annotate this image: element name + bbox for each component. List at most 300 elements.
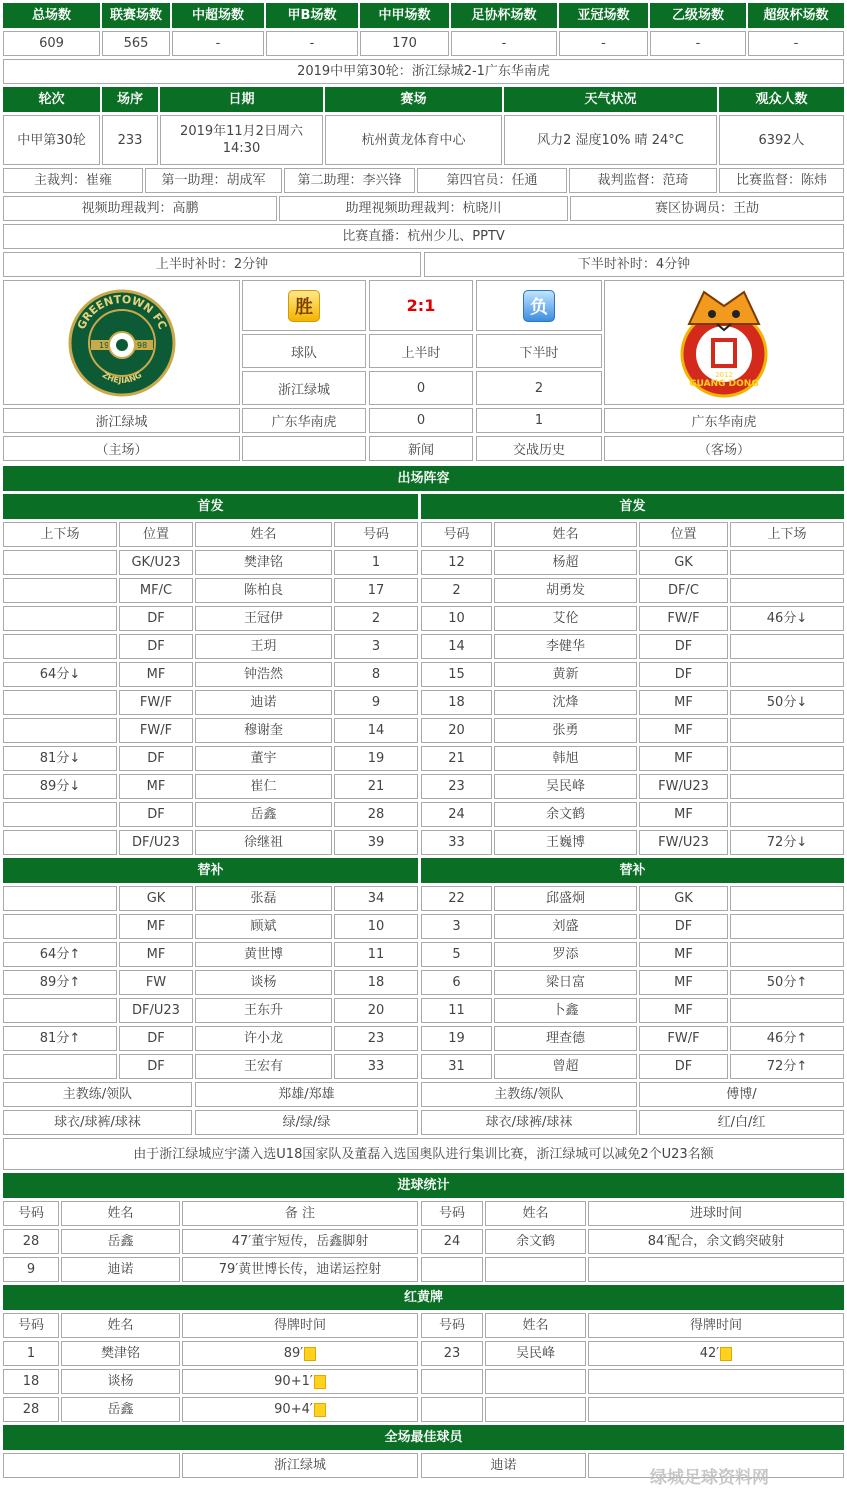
home-result-cell <box>242 280 366 331</box>
away-player-io: 50分↑ <box>730 970 844 995</box>
away-player-io: 50分↓ <box>730 690 844 715</box>
away-player-name: 胡勇发 <box>494 578 637 603</box>
home-player-pos: DF <box>119 634 193 659</box>
away-player-io <box>730 802 844 827</box>
goals-col-header: 备 注 <box>182 1201 418 1226</box>
col-second-half: 下半时 <box>476 334 602 368</box>
home-player-name: 顾斌 <box>195 914 332 939</box>
card-away-name <box>485 1369 586 1394</box>
away-player-name: 梁日富 <box>494 970 637 995</box>
home-logo-cell <box>3 280 240 405</box>
weather-value: 风力2 湿度10% 晴 24°C <box>504 115 717 165</box>
card-time-text: 89′ <box>283 1346 304 1361</box>
home-player-name: 樊津铭 <box>195 550 332 575</box>
win-badge: 胜 <box>288 290 320 322</box>
home-player-num: 28 <box>334 802 418 827</box>
var-official: 助理视频助理裁判：杭晓川 <box>279 196 568 221</box>
home-coach: 郑雄/郑雄 <box>195 1082 418 1107</box>
home-player-num: 17 <box>334 578 418 603</box>
away-col-header: 号码 <box>421 522 492 547</box>
away-player-io <box>730 718 844 743</box>
away-col-header: 姓名 <box>494 522 637 547</box>
home-player-name: 陈柏良 <box>195 578 332 603</box>
home-player-pos: DF <box>119 1026 193 1051</box>
goals-title-row <box>3 1173 844 1198</box>
home-player-pos: FW/F <box>119 718 193 743</box>
tiger-logo-icon <box>669 284 779 402</box>
away-player-num: 22 <box>421 886 492 911</box>
yellow-card-icon <box>314 1403 326 1417</box>
away-player-num: 19 <box>421 1026 492 1051</box>
card-away-time <box>588 1397 844 1422</box>
away-player-name: 王巍博 <box>494 830 637 855</box>
home-player-num: 1 <box>334 550 418 575</box>
cards-title: 红黄牌 <box>3 1285 844 1310</box>
official: 第二助理：李兴锋 <box>284 168 415 193</box>
cards-title-row <box>3 1285 844 1310</box>
card-away-time <box>588 1341 844 1366</box>
away-team-name: 广东华南虎 <box>242 408 366 433</box>
home-player-pos: DF <box>119 802 193 827</box>
away-player-io <box>730 634 844 659</box>
away-logo-text: GUANG DONG <box>689 378 759 389</box>
info-header: 轮次 <box>3 87 100 112</box>
card-away-name <box>485 1397 586 1422</box>
away-player-name: 韩旭 <box>494 746 637 771</box>
official: 比赛监督：陈炜 <box>719 168 844 193</box>
goals-col-header: 姓名 <box>485 1201 586 1226</box>
away-player-num: 12 <box>421 550 492 575</box>
sub-row <box>3 914 844 939</box>
home-player-pos: MF <box>119 914 193 939</box>
kit-row <box>3 1110 844 1135</box>
card-home-num: 1 <box>3 1341 59 1366</box>
goal-aname: 余文鹤 <box>485 1229 586 1254</box>
card-home-time <box>182 1369 418 1394</box>
home-section-header: 首发 <box>3 494 418 519</box>
empty-cell <box>242 436 366 461</box>
watermark: 绿城足球资料网 <box>650 1468 769 1488</box>
away-player-num: 23 <box>421 774 492 799</box>
away-player-num: 11 <box>421 998 492 1023</box>
away-player-io: 72分↑ <box>730 1054 844 1079</box>
home-section-header: 替补 <box>3 858 418 883</box>
var-official: 视频助理裁判：高鹏 <box>3 196 277 221</box>
away-player-num: 3 <box>421 914 492 939</box>
away-kit-label: 球衣/球裤/球袜 <box>421 1110 637 1135</box>
goal-anum <box>421 1257 483 1282</box>
goals-col-header: 进球时间 <box>588 1201 844 1226</box>
goal-hnote: 47′董宇短传，岳鑫脚射 <box>182 1229 418 1254</box>
away-col-header: 上下场 <box>730 522 844 547</box>
var-official: 赛区协调员：王劼 <box>570 196 844 221</box>
home-player-io <box>3 802 117 827</box>
home-logo-year-left: 19 <box>98 340 109 350</box>
home-player-num: 21 <box>334 774 418 799</box>
card-home-num: 28 <box>3 1397 59 1422</box>
home-player-num: 8 <box>334 662 418 687</box>
away-player-name: 邱盛炯 <box>494 886 637 911</box>
away-coach: 傅博/ <box>639 1082 844 1107</box>
goals-col-header: 姓名 <box>61 1201 180 1226</box>
home-player-name: 黄世博 <box>195 942 332 967</box>
away-player-io <box>730 774 844 799</box>
home-player-name: 岳鑫 <box>195 802 332 827</box>
starter-row <box>3 578 844 603</box>
home-player-pos: DF <box>119 606 193 631</box>
home-player-io <box>3 998 117 1023</box>
card-home-name: 谈杨 <box>61 1369 180 1394</box>
away-player-num: 24 <box>421 802 492 827</box>
starter-row <box>3 662 844 687</box>
col-first-half: 上半时 <box>369 334 473 368</box>
home-player-name: 董宇 <box>195 746 332 771</box>
away-player-pos: FW/F <box>639 1026 728 1051</box>
home-player-io: 64分↑ <box>3 942 117 967</box>
goal-anum: 24 <box>421 1229 483 1254</box>
home-player-num: 2 <box>334 606 418 631</box>
card-row <box>3 1369 844 1394</box>
home-player-num: 18 <box>334 970 418 995</box>
cards-header-row <box>3 1313 844 1338</box>
away-player-io <box>730 886 844 911</box>
away-result-cell <box>476 280 602 331</box>
stats-value: - <box>748 31 844 56</box>
info-header: 场序 <box>102 87 158 112</box>
away-player-io <box>730 998 844 1023</box>
card-home-time <box>182 1397 418 1422</box>
home-player-name: 许小龙 <box>195 1026 332 1051</box>
away-player-name: 卜鑫 <box>494 998 637 1023</box>
info-header: 日期 <box>160 87 323 112</box>
empty-cell <box>3 1453 180 1478</box>
starter-row <box>3 802 844 827</box>
stats-header: 甲B场数 <box>266 3 358 28</box>
card-away-num <box>421 1369 483 1394</box>
goal-hname: 迪诺 <box>61 1257 180 1282</box>
home-player-io <box>3 886 117 911</box>
scoreboard <box>3 280 844 463</box>
home-player-pos: MF/C <box>119 578 193 603</box>
goal-hnum: 9 <box>3 1257 59 1282</box>
starter-row <box>3 690 844 715</box>
card-away-time <box>588 1369 844 1394</box>
home-player-io <box>3 690 117 715</box>
away-tag: （客场） <box>604 436 844 461</box>
yellow-card-icon <box>304 1347 316 1361</box>
card-row <box>3 1341 844 1366</box>
home-kit: 绿/绿/绿 <box>195 1110 418 1135</box>
away-player-name: 李健华 <box>494 634 637 659</box>
stats-value: - <box>451 31 557 56</box>
home-player-io: 81分↓ <box>3 746 117 771</box>
away-second-half: 1 <box>476 408 602 433</box>
home-player-io <box>3 550 117 575</box>
away-player-io: 46分↓ <box>730 606 844 631</box>
home-player-num: 20 <box>334 998 418 1023</box>
away-player-name: 沈烽 <box>494 690 637 715</box>
home-coach-label: 主教练/领队 <box>3 1082 192 1107</box>
starter-row <box>3 774 844 799</box>
stoppage-first: 上半时补时：2分钟 <box>3 252 421 277</box>
away-player-io: 46分↑ <box>730 1026 844 1051</box>
stats-header: 中甲场数 <box>360 3 449 28</box>
away-player-num: 18 <box>421 690 492 715</box>
cards-col-header: 得牌时间 <box>588 1313 844 1338</box>
away-player-num: 21 <box>421 746 492 771</box>
card-home-time <box>182 1341 418 1366</box>
coach-row <box>3 1082 844 1107</box>
home-col-header: 上下场 <box>3 522 117 547</box>
home-player-name: 徐继祖 <box>195 830 332 855</box>
goals-title: 进球统计 <box>3 1173 844 1198</box>
lineup-title-row <box>3 466 844 491</box>
away-player-pos: MF <box>639 942 728 967</box>
lineup-columns-row <box>3 522 844 547</box>
away-player-io <box>730 746 844 771</box>
home-player-pos: GK/U23 <box>119 550 193 575</box>
away-player-num: 31 <box>421 1054 492 1079</box>
home-player-io <box>3 1054 117 1079</box>
home-tag: （主场） <box>3 436 240 461</box>
home-player-pos: DF/U23 <box>119 998 193 1023</box>
sub-row <box>3 886 844 911</box>
goal-anote <box>588 1257 844 1282</box>
away-player-num: 10 <box>421 606 492 631</box>
stats-value: 609 <box>3 31 100 56</box>
away-player-num: 20 <box>421 718 492 743</box>
home-player-num: 19 <box>334 746 418 771</box>
mvp-player: 迪诺 <box>421 1453 586 1478</box>
away-player-num: 15 <box>421 662 492 687</box>
stats-value: - <box>172 31 264 56</box>
broadcast: 比赛直播：杭州少儿、PPTV <box>3 224 844 249</box>
away-player-pos: MF <box>639 970 728 995</box>
away-player-name: 余文鹤 <box>494 802 637 827</box>
cards-col-header: 得牌时间 <box>182 1313 418 1338</box>
home-player-io <box>3 606 117 631</box>
away-player-name: 罗添 <box>494 942 637 967</box>
home-player-pos: MF <box>119 774 193 799</box>
match-report <box>3 3 844 1481</box>
home-team-name: 浙江绿城 <box>242 371 366 405</box>
away-player-name: 曾超 <box>494 1054 637 1079</box>
home-player-num: 11 <box>334 942 418 967</box>
card-time-text: 90+4′ <box>274 1402 313 1417</box>
card-away-name: 吴民峰 <box>485 1341 586 1366</box>
home-player-io <box>3 830 117 855</box>
cards-col-header: 号码 <box>3 1313 59 1338</box>
goal-aname <box>485 1257 586 1282</box>
away-player-io <box>730 578 844 603</box>
stats-header-row <box>3 3 844 28</box>
card-home-name: 岳鑫 <box>61 1397 180 1422</box>
sub-row <box>3 942 844 967</box>
goal-hname: 岳鑫 <box>61 1229 180 1254</box>
away-player-pos: GK <box>639 886 728 911</box>
history-link[interactable]: 交战历史 <box>476 436 602 461</box>
away-player-pos: GK <box>639 550 728 575</box>
yellow-card-icon <box>314 1375 326 1389</box>
home-player-pos: MF <box>119 942 193 967</box>
mvp-title-row <box>3 1425 844 1450</box>
away-col-header: 位置 <box>639 522 728 547</box>
away-player-name: 理查德 <box>494 1026 637 1051</box>
home-player-name: 王东升 <box>195 998 332 1023</box>
starter-row <box>3 746 844 771</box>
official: 裁判监督：范琦 <box>569 168 717 193</box>
goals-header-row <box>3 1201 844 1226</box>
home-player-name: 谈杨 <box>195 970 332 995</box>
home-player-num: 9 <box>334 690 418 715</box>
home-logo-top-text: GREENTOWN FC <box>74 292 169 331</box>
home-player-name: 王玥 <box>195 634 332 659</box>
stats-header: 足协杯场数 <box>451 3 557 28</box>
goal-hnum: 28 <box>3 1229 59 1254</box>
card-row <box>3 1397 844 1422</box>
cards-col-header: 姓名 <box>485 1313 586 1338</box>
away-player-num: 33 <box>421 830 492 855</box>
stats-value: 565 <box>102 31 170 56</box>
cards-col-header: 姓名 <box>61 1313 180 1338</box>
info-header: 观众人数 <box>719 87 844 112</box>
home-player-num: 3 <box>334 634 418 659</box>
away-player-pos: MF <box>639 746 728 771</box>
cards-col-header: 号码 <box>421 1313 483 1338</box>
away-player-pos: FW/U23 <box>639 774 728 799</box>
home-player-io: 89分↑ <box>3 970 117 995</box>
lose-badge: 负 <box>523 290 555 322</box>
away-player-pos: MF <box>639 802 728 827</box>
away-player-pos: DF <box>639 634 728 659</box>
away-section-header: 替补 <box>421 858 844 883</box>
away-player-pos: DF/C <box>639 578 728 603</box>
stats-header: 总场数 <box>3 3 100 28</box>
sub-row <box>3 1026 844 1051</box>
home-player-pos: MF <box>119 662 193 687</box>
away-player-io <box>730 550 844 575</box>
away-player-num: 5 <box>421 942 492 967</box>
goal-anote: 84′配合，余文鹤突破射 <box>588 1229 844 1254</box>
col-team: 球队 <box>242 334 366 368</box>
away-kit: 红/白/红 <box>639 1110 844 1135</box>
home-logo-year-right: 98 <box>136 340 147 350</box>
away-player-io: 72分↓ <box>730 830 844 855</box>
subs-header-row <box>3 858 844 883</box>
date-line: 2019年11月2日周六 <box>180 124 303 139</box>
sub-row <box>3 1054 844 1079</box>
starters-header-row <box>3 494 844 519</box>
final-score: 2:1 <box>406 296 436 315</box>
broadcast-row <box>3 224 844 249</box>
info-header-row <box>3 87 844 112</box>
stats-header: 联赛场数 <box>102 3 170 28</box>
away-player-pos: MF <box>639 718 728 743</box>
home-player-io: 81分↑ <box>3 1026 117 1051</box>
stoppage-row <box>3 252 844 277</box>
home-kit-label: 球衣/球裤/球袜 <box>3 1110 192 1135</box>
away-player-num: 6 <box>421 970 492 995</box>
away-player-pos: MF <box>639 690 728 715</box>
home-player-num: 33 <box>334 1054 418 1079</box>
seq-value: 233 <box>102 115 158 165</box>
sub-row <box>3 970 844 995</box>
home-player-num: 14 <box>334 718 418 743</box>
home-player-num: 10 <box>334 914 418 939</box>
card-time-text: 42′ <box>699 1346 720 1361</box>
yellow-card-icon <box>720 1347 732 1361</box>
home-player-num: 39 <box>334 830 418 855</box>
stats-value: - <box>559 31 648 56</box>
info-header: 天气状况 <box>504 87 717 112</box>
away-player-pos: DF <box>639 1054 728 1079</box>
card-away-num: 23 <box>421 1341 483 1366</box>
home-player-name: 崔仁 <box>195 774 332 799</box>
goals-col-header: 号码 <box>3 1201 59 1226</box>
home-col-header: 号码 <box>334 522 418 547</box>
home-player-pos: FW/F <box>119 690 193 715</box>
greentown-logo-icon <box>67 288 177 398</box>
home-player-io: 64分↓ <box>3 662 117 687</box>
card-away-num <box>421 1397 483 1422</box>
away-player-name: 艾伦 <box>494 606 637 631</box>
stats-header: 中超场数 <box>172 3 264 28</box>
stats-header: 乙级场数 <box>650 3 746 28</box>
home-player-name: 王冠伊 <box>195 606 332 631</box>
away-player-name: 吴民峰 <box>494 774 637 799</box>
starter-row <box>3 606 844 631</box>
home-player-pos: DF/U23 <box>119 830 193 855</box>
home-col-header: 姓名 <box>195 522 332 547</box>
date-value <box>160 115 323 165</box>
away-player-name: 刘盛 <box>494 914 637 939</box>
away-player-num: 2 <box>421 578 492 603</box>
goal-hnote: 79′黄世博长传，迪诺运控射 <box>182 1257 418 1282</box>
home-player-io <box>3 718 117 743</box>
home-player-pos: DF <box>119 746 193 771</box>
home-player-pos: FW <box>119 970 193 995</box>
stats-value-row <box>3 31 844 56</box>
card-home-name: 樊津铭 <box>61 1341 180 1366</box>
away-player-io <box>730 914 844 939</box>
away-player-pos: FW/F <box>639 606 728 631</box>
home-player-io <box>3 914 117 939</box>
stoppage-second: 下半时补时：4分钟 <box>424 252 844 277</box>
away-player-io <box>730 942 844 967</box>
news-link[interactable]: 新闻 <box>369 436 473 461</box>
stats-header: 超级杯场数 <box>748 3 844 28</box>
away-player-pos: FW/U23 <box>639 830 728 855</box>
away-label: 广东华南虎 <box>604 408 844 433</box>
official: 主裁判：崔雍 <box>3 168 143 193</box>
home-second-half: 2 <box>476 371 602 405</box>
away-first-half: 0 <box>369 408 473 433</box>
time-line: 14:30 <box>222 141 261 156</box>
away-player-pos: DF <box>639 914 728 939</box>
mvp-title: 全场最佳球员 <box>3 1425 844 1450</box>
official: 第四官员：任通 <box>417 168 567 193</box>
home-player-io: 89分↓ <box>3 774 117 799</box>
away-logo-cell <box>604 280 844 405</box>
stats-value: - <box>266 31 358 56</box>
home-player-pos: GK <box>119 886 193 911</box>
away-logo-year: 2012 <box>715 370 733 379</box>
away-player-io <box>730 662 844 687</box>
starter-row <box>3 718 844 743</box>
official: 第一助理：胡成军 <box>145 168 282 193</box>
home-player-num: 23 <box>334 1026 418 1051</box>
home-player-io <box>3 634 117 659</box>
